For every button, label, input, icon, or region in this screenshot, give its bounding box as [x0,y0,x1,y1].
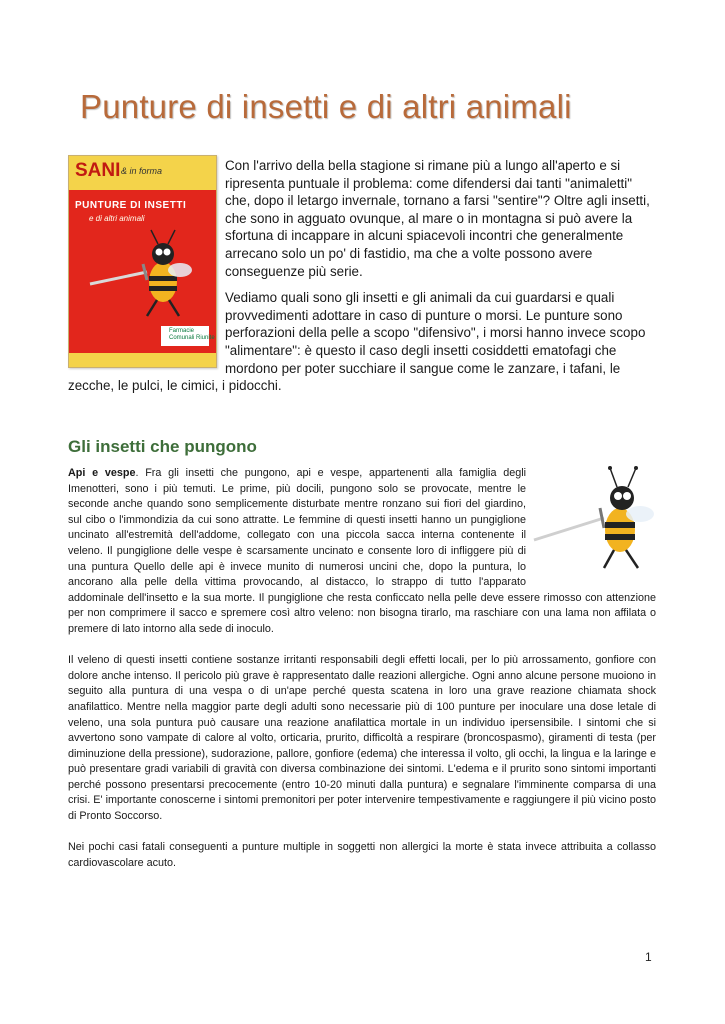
cover-title: PUNTURE DI INSETTI [75,200,187,211]
cover-brand-tag: & in forma [121,166,163,176]
section-body [68,466,656,887]
intro-paragraph-1: Con l'arrivo della bella stagione si rimane più a lungo all'aperto e si ripresenta puntuale il problema: come difendersi dai tanti "animaletti" che, dopo il letargo invernale, tornano a farsi "sentire"? Oltre agli insetti, che sono in agguato ovunque, al mare o in montagna si può avere la sfortuna di incappare in alcuni spiacevoli incontri che generalmente arrecano solo un po' di fastidio, ma che a volte possono avere conseguenze più serie. [225,158,650,279]
body-paragraph-3: Nei pochi casi fatali conseguenti a punture multiple in soggetti non allergici la morte è stata invece attribuita a collasso cardiovascolare acuto. [68,841,656,869]
intro-text [68,157,655,404]
paragraph-lead: Api e vespe [68,467,136,479]
body-paragraph-2: Il veleno di questi insetti contiene sostanze irritanti responsabili degli effetti locali, per lo più arrossamento, gonfiore con dolore anche intenso. Il pericolo più grave è rappresentato dalle reazioni allergiche. Ogni anno alcune persone muoiono in seguito alla puntura di una vespa o di un'ape perché questa scatena in loro una grave reazione chiamata shock anafilattico. Mentre nella maggior parte degli adulti sono necessarie più di 100 punture per inoculare una dose letale di veleno, una sola puntura può causare una reazione anafilattica mortale in un individuo ipersensibile. I sintomi che si avvertono sono vampate di calore al volto, orticaria, prurito, difficoltà a respirare (broncospasmo), giramenti di testa (per diminuzione della pressione), sudorazione, pallore, gonfiore (edema) che interessa il volto, gli occhi, la lingua e la laringe e può presentare gradi variabili di gravità con diversa combinazione dei sintomi. L'edema e il prurito sono sintomi importanti perché possono presentarsi precocemente (entro 10-20 minuti dalla puntura) e segnalare l'imminente comparsa di una crisi. E' importante conoscerne i sintomi premonitori per poter intervenire tempestivamente e raggiungere il più vicino posto di Pronto Soccorso. [68,654,656,823]
cover-subtitle: e di altri animali [89,214,145,223]
paragraph-1-text: . Fra gli insetti che pungono, api e vespe, appartenenti alla famiglia degli Imenotteri, sono i più temuti. Le prime, più docili, pungono solo se provocate, mentre le seconde anche quando sono semplicemente disturbate mentre ronzano sui fiori del giardino, sul cibo o l'immondizia da cui sono attratte. Le femmine di questi insetti hanno un pungiglione uncinato all'estremità dell'addome, collegato con una piccola sacca interna contenente il veleno. Il pungiglione delle vespe è scarsamente uncinato e consente loro di infliggere più di una puntura Quello delle api è invece munito di numerosi uncini che, dopo la puntura, lo ancorano alla pelle della vittima provocando, al distacco, lo strappo di tutto l'apparato addominale dell'insetto e la sua morte. Il pungiglione che resta conficcato nella pelle deve essere rimosso con attenzione per non comprimere il sacco e spremere così altro veleno: non bisogna tirarlo, ma raschiare con una lama non affilata o premere di lato intorno alla sede di inoculo. [68,467,656,635]
cover-brand: SANI [75,160,121,181]
page-title: Punture di insetti e di altri animali [80,88,572,125]
intro-paragraph-2: Vediamo quali sono gli insetti e gli animali da cui guardarsi e quali provvedimenti adottare in caso di punture o morsi. Le punture sono perforazioni della pelle a scopo "difensivo", i morsi hanno invece scopo "alimentare": è questo il caso degli insetti cosiddetti ematofagi che mordono per poter succhiare il sangue come le zanzare, i tafani, le zecche, le pulci, le cimici, i pidocchi. [68,290,646,394]
section-heading: Gli insetti che pungono [68,437,257,456]
page-number: 1 [645,950,652,964]
pharmacy-logo-text: Farmacie Comunali Riunite [169,328,215,341]
